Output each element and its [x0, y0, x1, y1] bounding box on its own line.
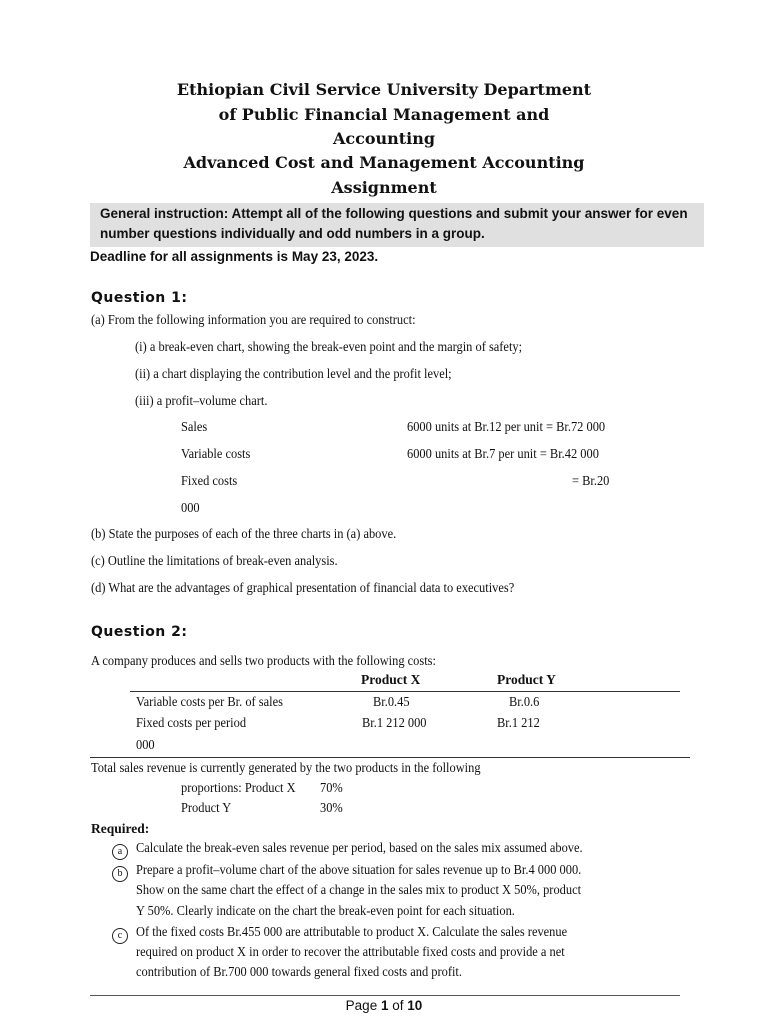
- of-word: of: [392, 998, 404, 1013]
- deadline: Deadline for all assignments is May 23, 2023.: [90, 249, 379, 264]
- header-line-5: Assignment: [331, 178, 437, 197]
- row-fixed-costs-y: Br.1 212: [497, 715, 540, 730]
- instruction-line-2: number questions individually and odd numbers in a group.: [100, 226, 485, 241]
- sales-value: 6000 units at Br.12 per unit = Br.72 000: [407, 419, 606, 434]
- total-pages: 10: [407, 998, 423, 1013]
- req-a-letter: a: [112, 844, 128, 860]
- req-b-letter: b: [112, 866, 128, 882]
- page-number: [0, 998, 768, 1013]
- general-instruction-box: [90, 203, 704, 247]
- col-header-product-x: Product X: [361, 672, 421, 687]
- current-page: 1: [380, 998, 389, 1013]
- header-line-3: Accounting: [332, 129, 436, 148]
- total-sales-line-1: Total sales revenue is currently generated by the two products in the following: [91, 760, 481, 775]
- q1-part-c: (c) Outline the limitations of break-even analysis.: [91, 553, 338, 568]
- proportion-y: 30%: [320, 800, 343, 815]
- col-header-product-y: Product Y: [497, 672, 556, 687]
- proportion-x: 70%: [320, 780, 343, 795]
- row-fixed-costs-label: Fixed costs per period: [136, 715, 247, 730]
- q1-item-ii: (ii) a chart displaying the contribution level and the profit level;: [135, 366, 452, 381]
- header-line-4: Advanced Cost and Management Accounting: [183, 153, 585, 172]
- header-line-2: of Public Financial Management and: [218, 105, 550, 124]
- variable-costs-label: Variable costs: [181, 446, 251, 461]
- req-b-line-2: Show on the same chart the effect of a change in the sales mix to product X 50%, product: [136, 882, 582, 897]
- instruction-line-1: General instruction: Attempt all of the following questions and submit your answer for even: [100, 206, 688, 221]
- footer-rule: [90, 995, 680, 996]
- req-c-line-1: Of the fixed costs Br.455 000 are attributable to product X. Calculate the sales revenue: [136, 924, 568, 939]
- row-variable-costs-x: Br.0.45: [373, 694, 410, 709]
- req-a-text: Calculate the break-even sales revenue per period, based on the sales mix assumed above.: [136, 840, 583, 855]
- q1-part-b: (b) State the purposes of each of the three charts in (a) above.: [91, 526, 397, 541]
- q2-intro: A company produces and sells two products with the following costs:: [91, 653, 436, 668]
- q1-part-d: (d) What are the advantages of graphical presentation of financial data to executives?: [91, 580, 515, 595]
- question-1-title: Question 1:: [91, 290, 188, 306]
- req-b-line-3: Y 50%. Clearly indicate on the chart the break-even point for each situation.: [136, 903, 515, 918]
- q1-item-i: (i) a break-even chart, showing the break-even point and the margin of safety;: [135, 339, 523, 354]
- product-y-label: Product Y: [181, 800, 232, 815]
- row-variable-costs-y: Br.0.6: [509, 694, 540, 709]
- table-bottom-rule: [90, 757, 690, 758]
- row-fixed-costs-x: Br.1 212 000: [362, 715, 427, 730]
- total-sales-line-2: proportions: Product X: [181, 780, 296, 795]
- req-c-line-2: required on product X in order to recover the attributable fixed costs and provide a net: [136, 944, 565, 959]
- row-variable-costs-label: Variable costs per Br. of sales: [136, 694, 283, 709]
- row-fixed-costs-cont: 000: [136, 737, 155, 752]
- req-b-line-1: Prepare a profit–volume chart of the above situation for sales revenue up to Br.4 000 000.: [136, 862, 582, 877]
- table-top-rule: [130, 691, 680, 692]
- question-2-title: Question 2:: [91, 624, 188, 640]
- req-c-letter: c: [112, 928, 128, 944]
- variable-costs-value: 6000 units at Br.7 per unit = Br.42 000: [407, 446, 599, 461]
- header-line-1: Ethiopian Civil Service University Department: [176, 80, 592, 99]
- fixed-costs-value: = Br.20: [572, 473, 610, 488]
- req-a-marker: [112, 841, 128, 860]
- fixed-costs-value-cont: 000: [181, 500, 200, 515]
- req-c-marker: [112, 925, 128, 944]
- page-word: Page: [345, 998, 378, 1013]
- req-b-marker: [112, 863, 128, 882]
- required-heading: Required:: [91, 821, 150, 836]
- q1-item-iii: (iii) a profit–volume chart.: [135, 393, 268, 408]
- fixed-costs-label: Fixed costs: [181, 473, 238, 488]
- req-c-line-3: contribution of Br.700 000 towards general fixed costs and profit.: [136, 964, 462, 979]
- q1-part-a: (a) From the following information you are required to construct:: [91, 312, 416, 327]
- sales-label: Sales: [181, 419, 208, 434]
